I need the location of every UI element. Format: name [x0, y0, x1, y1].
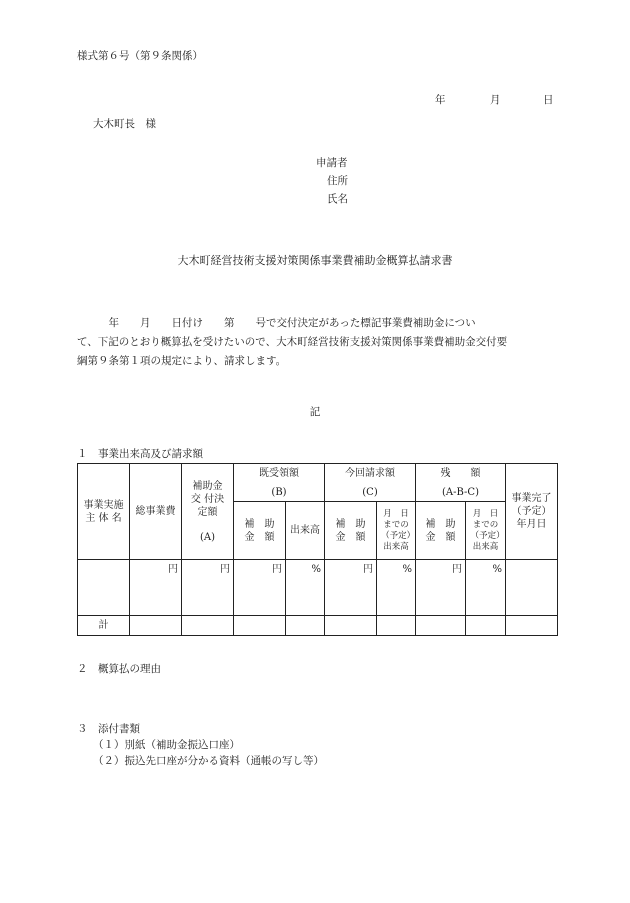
cell-completion-sum[interactable]: [506, 616, 558, 636]
cell-received-grant[interactable]: 円: [234, 560, 286, 616]
header-balance-grant: 補 助金 額: [416, 502, 466, 560]
ki-heading: 記: [309, 406, 321, 418]
header-current-label: 今回請求額: [345, 467, 395, 479]
header-received-progress: 出来高: [286, 502, 325, 560]
cell-balance-date[interactable]: %: [466, 560, 506, 616]
cell-entity[interactable]: [78, 560, 130, 616]
claim-table: [77, 463, 558, 636]
cell-received-progress-sum[interactable]: [286, 616, 325, 636]
cell-current-date[interactable]: %: [377, 560, 416, 616]
applicant-address: 住所: [327, 175, 348, 187]
header-completion: 事業完了（予定）年月日: [506, 464, 558, 560]
header-current-code: (C): [362, 486, 378, 498]
cell-current-date-sum[interactable]: [377, 616, 416, 636]
applicant-block: [316, 154, 348, 208]
addressee: 大木町長 様: [93, 118, 156, 130]
header-balance-date: 月 日までの（予定）出来高: [466, 502, 506, 560]
section2-heading: ２ 概算払の理由: [77, 663, 161, 675]
header-balance-code: (A-B-C): [442, 486, 479, 498]
table-row-total: [78, 616, 558, 636]
header-received-label: 既受領額: [259, 467, 299, 479]
header-entity: 事業実施主 体 名: [78, 464, 130, 560]
date-year: 年: [435, 94, 446, 106]
header-grant-decision-label: 補助金交 付決定額: [190, 480, 225, 518]
body-text: [77, 314, 557, 371]
applicant-name: 氏名: [327, 193, 348, 205]
date-month: 月: [490, 94, 501, 106]
cell-total-label: 計: [78, 616, 130, 636]
table-row-data: [78, 560, 558, 616]
header-received-code: (B): [271, 486, 287, 498]
header-balance: [416, 464, 506, 502]
header-total-cost: 総事業費: [130, 464, 182, 560]
cell-current-grant[interactable]: 円: [325, 560, 377, 616]
header-current-date: 月 日までの（予定）出来高: [377, 502, 416, 560]
cell-balance-date-sum[interactable]: [466, 616, 506, 636]
cell-current-grant-sum[interactable]: [325, 616, 377, 636]
date-line: [435, 92, 554, 107]
cell-total-cost[interactable]: 円: [130, 560, 182, 616]
cell-grant-decision[interactable]: 円: [182, 560, 234, 616]
date-day: 日: [543, 94, 554, 106]
header-grant-decision: [182, 464, 234, 560]
applicant-label: 申請者: [316, 157, 348, 169]
body-line-1: 年 月 日付け 第 号で交付決定があった標記事業費補助金につい: [77, 317, 476, 329]
section3-heading: ３ 添付書類: [77, 723, 140, 735]
body-line-2: て、下記のとおり概算払を受けたいので、大木町経営技術支援対策関係事業費補助金交付要: [77, 336, 508, 348]
header-received-grant: 補 助金 額: [234, 502, 286, 560]
document-title: 大木町経営技術支援対策関係事業費補助金概算払請求書: [177, 254, 453, 267]
form-number: 様式第６号（第９条関係）: [77, 50, 203, 62]
body-line-3: 綱第９条第１項の規定により、請求します。: [77, 355, 287, 367]
cell-received-progress[interactable]: %: [286, 560, 325, 616]
cell-balance-grant-sum[interactable]: [416, 616, 466, 636]
header-current-grant: 補 助金 額: [325, 502, 377, 560]
cell-grant-decision-sum[interactable]: [182, 616, 234, 636]
attachment-item: （２）振込先口座が分かる資料（通帳の写し等）: [93, 755, 324, 767]
cell-received-grant-sum[interactable]: [234, 616, 286, 636]
header-grant-decision-code: (A): [199, 531, 216, 543]
cell-total-cost-sum[interactable]: [130, 616, 182, 636]
header-received: [234, 464, 325, 502]
header-balance-label: 残 額: [440, 467, 481, 479]
attachment-item: （１）別紙（補助金振込口座）: [93, 739, 240, 751]
cell-balance-grant[interactable]: 円: [416, 560, 466, 616]
header-current: [325, 464, 416, 502]
section1-heading: １ 事業出来高及び請求額: [77, 448, 203, 460]
cell-completion[interactable]: [506, 560, 558, 616]
